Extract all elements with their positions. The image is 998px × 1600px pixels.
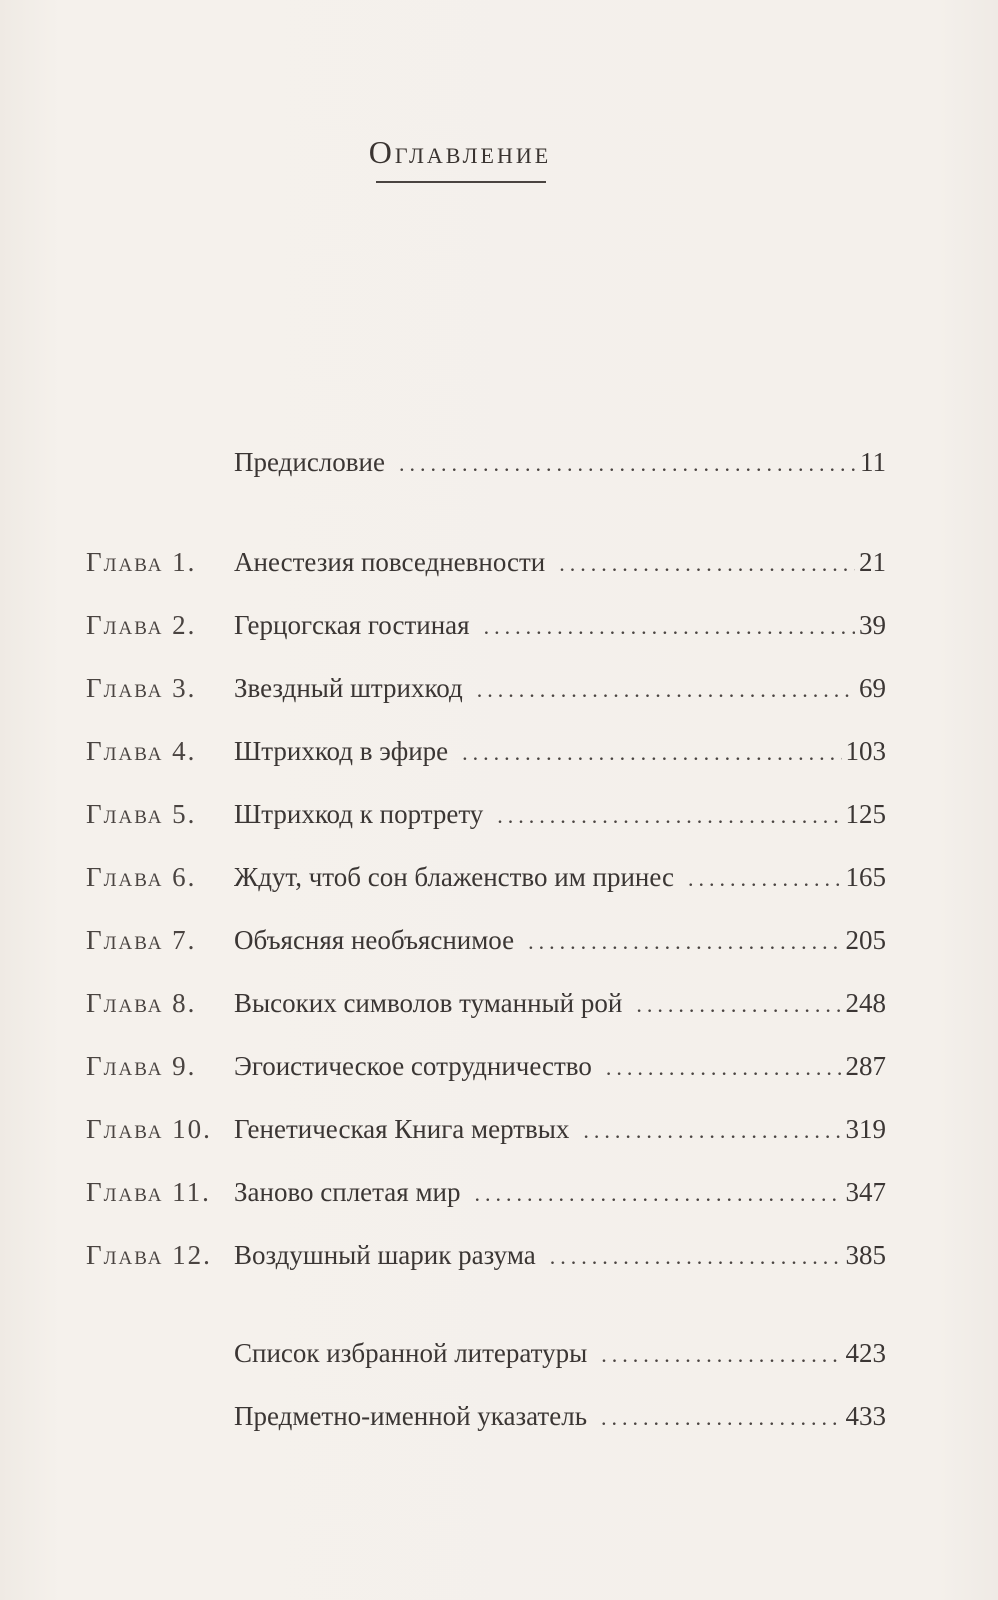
chapter-label: Глава 2. (86, 610, 197, 640)
entry-title: Воздушный шарик разума (234, 1240, 536, 1270)
dot-leader (601, 1398, 841, 1438)
dot-leader (636, 985, 841, 1025)
page-number: 385 (845, 1240, 886, 1270)
toc-entry-chapter-4[interactable] (86, 731, 886, 771)
entry-title: Герцогская гостиная (234, 610, 470, 640)
toc-entry-chapter-12[interactable] (86, 1235, 886, 1275)
toc-entry-chapter-11[interactable] (86, 1172, 886, 1212)
toc-entry-chapter-9[interactable] (86, 1046, 886, 1086)
chapter-label: Глава 9. (86, 1051, 197, 1081)
dot-leader (583, 1111, 841, 1151)
chapter-label: Глава 8. (86, 988, 197, 1018)
chapter-label: Глава 4. (86, 736, 197, 766)
toc-entry-chapter-6[interactable] (86, 857, 886, 897)
page-number: 11 (860, 447, 886, 477)
chapter-label: Глава 11. (86, 1177, 211, 1207)
page-number: 103 (845, 736, 886, 766)
dot-leader (601, 1335, 841, 1375)
dot-leader (528, 922, 841, 962)
entry-title: Эгоистическое сотрудничество (234, 1051, 592, 1081)
page-number: 21 (859, 547, 886, 577)
page-number: 125 (845, 799, 886, 829)
entry-title: Объясняя необъяснимое (234, 925, 515, 955)
chapter-label: Глава 1. (86, 547, 197, 577)
toc-entry-chapter-1[interactable] (86, 542, 886, 582)
page-number: 205 (845, 925, 886, 955)
chapter-label: Глава 7. (86, 925, 197, 955)
page-number: 347 (845, 1177, 886, 1207)
dot-leader (688, 859, 841, 899)
page-number: 287 (845, 1051, 886, 1081)
dot-leader (559, 544, 855, 584)
entry-title: Генетическая Книга мертвых (234, 1114, 570, 1144)
entry-title: Ждут, чтоб сон блаженство им принес (234, 862, 675, 892)
toc-entry-chapter-8[interactable] (86, 983, 886, 1023)
page-number: 319 (845, 1114, 886, 1144)
chapter-label: Глава 6. (86, 862, 197, 892)
entry-title: Штрихкод к портрету (234, 799, 484, 829)
entry-title: Штрихкод в эфире (234, 736, 449, 766)
toc-entry-chapter-2[interactable] (86, 605, 886, 645)
dot-leader (399, 444, 856, 484)
dot-leader (462, 733, 841, 773)
entry-title: Предметно-именной указатель (234, 1401, 588, 1431)
entry-title: Звездный штрихкод (234, 673, 463, 703)
page-title: Оглавление (368, 134, 552, 170)
toc-entry-chapter-5[interactable] (86, 794, 886, 834)
toc-entry-chapter-7[interactable] (86, 920, 886, 960)
dot-leader (477, 670, 855, 710)
entry-title: Высоких символов туманный рой (234, 988, 623, 1018)
dot-leader (497, 796, 841, 836)
dot-leader (474, 1174, 841, 1214)
chapter-label: Глава 12. (86, 1240, 212, 1270)
toc-entry-index[interactable] (86, 1396, 886, 1436)
page-number: 248 (845, 988, 886, 1018)
page-number: 69 (859, 673, 886, 703)
toc-entry-chapter-3[interactable] (86, 668, 886, 708)
entry-title: Анестезия повседневности (234, 547, 546, 577)
toc-entry-preface[interactable] (86, 442, 886, 482)
page-number: 423 (845, 1338, 886, 1368)
entry-title: Заново сплетая мир (234, 1177, 461, 1207)
dot-leader (484, 607, 855, 647)
toc-entry-bibliography[interactable] (86, 1333, 886, 1373)
chapter-label: Глава 10. (86, 1114, 212, 1144)
page-number: 165 (845, 862, 886, 892)
page-number: 433 (845, 1401, 886, 1431)
entry-title: Список избранной литературы (234, 1338, 588, 1368)
chapter-label: Глава 5. (86, 799, 197, 829)
page-number: 39 (859, 610, 886, 640)
dot-leader (550, 1237, 842, 1277)
dot-leader (606, 1048, 842, 1088)
title-underline (376, 181, 546, 183)
toc-entry-chapter-10[interactable] (86, 1109, 886, 1149)
chapter-label: Глава 3. (86, 673, 197, 703)
entry-title: Предисловие (234, 447, 385, 477)
